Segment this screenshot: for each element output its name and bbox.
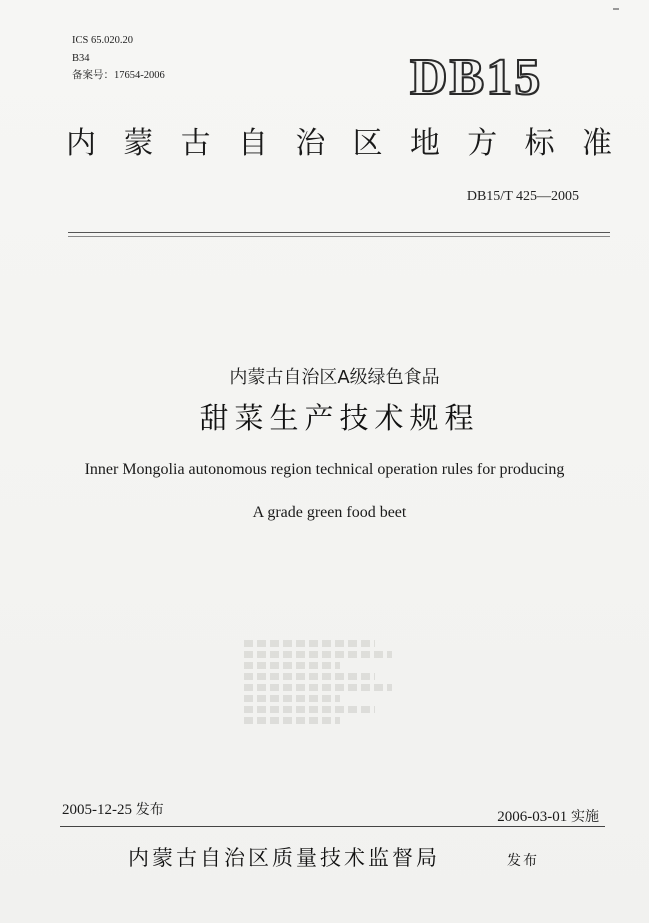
standard-type-char: 蒙 [123,126,154,161]
standard-type-title [66,124,612,164]
document-subtitle-cn: 内蒙古自治区A级绿色食品 [229,367,440,388]
implementation-date [497,808,599,826]
document-title-en-line2: A grade green food beet [252,504,407,521]
standard-type-char: 内 [66,126,96,161]
issuing-authority: 内蒙古自治区质量技术监督局 [128,846,440,870]
standard-type-char: 方 [467,126,498,161]
issue-date-value: 2005-12-25 [62,802,132,818]
db-code-badge: DB15 [410,49,543,106]
standard-number: DB15/T 425—2005 [466,189,579,204]
standard-type-char: 治 [295,126,326,161]
standard-type-char: 自 [237,126,268,161]
issue-date-label: 发布 [135,802,164,818]
document-title-en-line1: Inner Mongolia autonomous region technical operation rules for producing [84,461,565,478]
standard-type-char: 标 [524,126,555,161]
classification-code: B34 [72,53,90,64]
implementation-date-label: 实施 [571,809,599,825]
scan-speck [613,8,619,10]
footer-divider [60,826,605,827]
issue-date [62,801,164,819]
header-divider-secondary [68,236,610,237]
header-divider [68,232,610,233]
implementation-date-value: 2006-03-01 [497,809,568,825]
document-title-cn: 甜菜生产技术规程 [199,401,480,435]
record-number: 备案号：17654-2006 [72,70,165,81]
standard-type-char: 古 [180,126,211,161]
issuing-authority-suffix: 发布 [507,853,539,869]
standard-type-char: 地 [409,126,440,161]
standard-type-char: 区 [352,126,383,161]
faded-stamp-mark [238,636,398,748]
standard-type-char: 准 [581,126,612,161]
ics-code: ICS 65.020.20 [72,35,133,46]
